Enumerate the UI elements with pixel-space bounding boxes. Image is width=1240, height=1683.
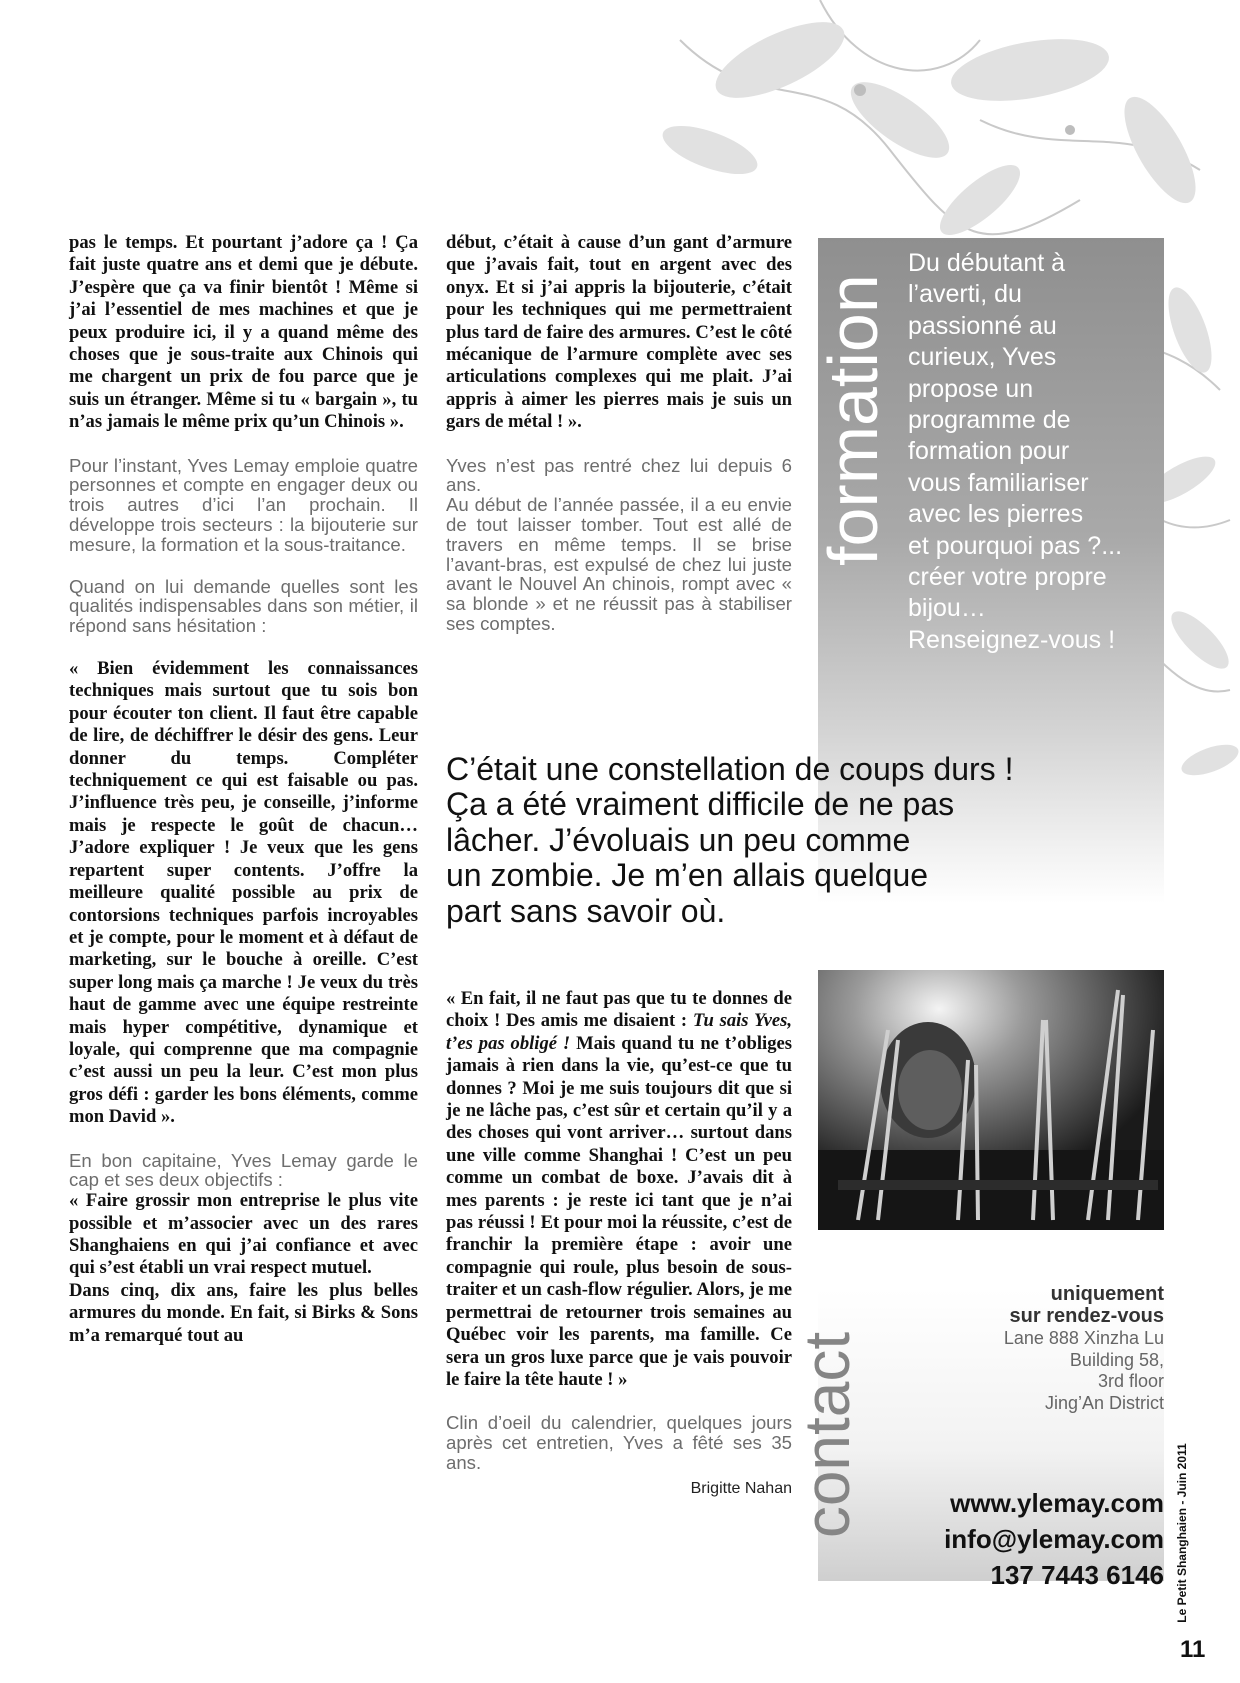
article-paragraph: « Bien évidemment les connaissances techniques mais surtout que tu sois bon pour écouter ton client. Il faut être capable de lire, de déchiffrer le désir des gens. Leur donner du temps. Compléter techniquement ce qui est faisable ou pas. J’influence très peu, je conseille, j’informe mais je respecte le goût de chacun… J’adore expliquer ! Je veux que les gens repartent super contents. J’offre la meilleure qualité possible au prix de contorsions techniques parfois incroyables et je compte, pour le moment et à défaut de marketing, sur le bouche à oreille. C’est super long mais ça marche ! Je veux du très haut de gamme avec une équipe restreinte mais hyper compétitive, dynamique et loyale, qui comprenne que ma compagnie c’est aussi un peu la leur. C’est mon plus gros défi : garder les bons éléments, comme mon David ». — [69, 658, 418, 1128]
article-paragraph: Quand on lui demande quelles sont les qualités indispensables dans son métier, il répond sans hésitation : — [69, 575, 418, 637]
formation-promo-text: Du débutant à l’averti, du passionné au curieux, Yves propose un programme de formation pour vous familiariser avec les pierres et pourquoi pas ?... créer votre propre bijou… Renseignez-vous ! — [908, 249, 1123, 654]
article-paragraph: début, c’était à cause d’un gant d’armure que j’avais fait, tout en argent avec des onyx. Et si j’ai appris la bijouterie, c’était pour les techniques qui me permettraient plus tard de faire des armures. C’est le côté mécanique de l’armure complète avec ses articulations complexes qui me plait. J’ai appris à aimer les pierres mais je suis un gars de métal ! ». — [446, 232, 792, 433]
quote-text: Mais quand tu ne t’obliges jamais à rien dans la vie, qu’est-ce que tu donnes ? Moi je me suis toujours dit que si je ne lâche pas, c’est sûr et certain qu’il y a des choses qui vont arriver… surtout dans une ville comme Shanghai ! C’est un peu comme un combat de boxe. J’avais dit à mes parents : je reste ici tant que je n’ai pas réussi ! Et pour moi la réussite, c’est de franchir la première étape : avoir une compagnie qui roule, plus besoin de sous-traiter et un cash-flow régulier. Alors, je me permettrai de retourner trois semaines au Québec voir les parents, ma famille. Ce sera un gros luxe parce que je vais pouvoir le faire la tête haute ! » — [446, 1032, 792, 1390]
jeweler-photo — [818, 970, 1164, 1230]
quote-emphasis: Tu sais Yves, t’es pas obligé ! — [446, 1010, 792, 1054]
contact-email[interactable]: info@ylemay.com — [944, 1524, 1164, 1554]
author-byline: Brigitte Nahan — [690, 1479, 792, 1497]
running-title: Le Petit Shanghaien - Juin 2011 — [1175, 1443, 1189, 1623]
article-column-middle-bottom — [446, 988, 792, 1499]
contact-address: Lane 888 Xinzha Lu Building 58, 3rd floor Jing’An District — [1003, 1328, 1164, 1413]
article-paragraph: Dans cinq, dix ans, faire les plus belles armures du monde. En fait, si Birks & Sons m’a remarqué tout au — [69, 1279, 418, 1346]
contact-appointment: uniquement sur rendez-vous — [1009, 1283, 1164, 1327]
article-column-middle-top — [446, 232, 792, 634]
contact-phone: 137 7443 6146 — [990, 1560, 1164, 1590]
article-paragraph: « Faire grossir mon entreprise le plus vite possible et m’associer avec un des rares Shanghaiens en qui j’ai confiance et avec qui s’est établi un vrai respect mutuel. — [69, 1190, 418, 1279]
pull-quote: C’était une constellation de coups durs ! Ça a été vraiment difficile de ne pas lâcher. J’évoluais un peu comme un zombie. Je m’en allais quelque part sans savoir où. — [446, 751, 1014, 929]
quote-text: « En fait, il ne faut pas que tu te donnes de choix ! Des amis me disaient : — [446, 988, 792, 1032]
contact-website[interactable]: www.ylemay.com — [950, 1488, 1164, 1518]
article-paragraph: Yves n’est pas rentré chez lui depuis 6 ans. — [446, 454, 792, 496]
article-paragraph: En bon capitaine, Yves Lemay garde le cap et ses deux objectifs : — [69, 1149, 418, 1191]
article-paragraph: Au début de l’année passée, il a eu envie de tout laisser tomber. Tout est allé de travers en même temps. Il se brise l’avant-bras, est expulsé de chez lui juste avant le Nouvel An chinois, rompt avec « sa blonde » et ne réussit pas à stabiliser ses comptes. — [446, 494, 792, 635]
article-column-left — [69, 232, 418, 1347]
article-paragraph: Pour l’instant, Yves Lemay emploie quatre personnes et compte en engager deux ou trois autres d’ici l’an prochain. Il développe trois secteurs : la bijouterie sur mesure, la formation et la sous-traitance. — [69, 454, 418, 555]
contact-title: contact — [791, 1331, 863, 1539]
page-number: 11 — [1180, 1636, 1206, 1663]
article-paragraph: Clin d’oeil du calendrier, quelques jours après cet entretien, Yves a fêté ses 35 ans. — [446, 1412, 792, 1473]
jeweler-at-work-image — [818, 970, 1164, 1230]
formation-title: formation — [814, 274, 892, 566]
article-paragraph: pas le temps. Et pourtant j’adore ça ! Ça fait juste quatre ans et demi que je débute. J’espère que ça va finir bientôt ! Même si j’ai l’essentiel de mes machines et que je peux produire ici, il y a quand même des choses que je sous-traite aux Chinois qui me chargent un prix de fou parce que je suis un étranger. Même si tu « bargain », tu n’as jamais le même prix qu’un Chinois ». — [69, 232, 418, 433]
article-paragraph — [446, 988, 792, 1391]
